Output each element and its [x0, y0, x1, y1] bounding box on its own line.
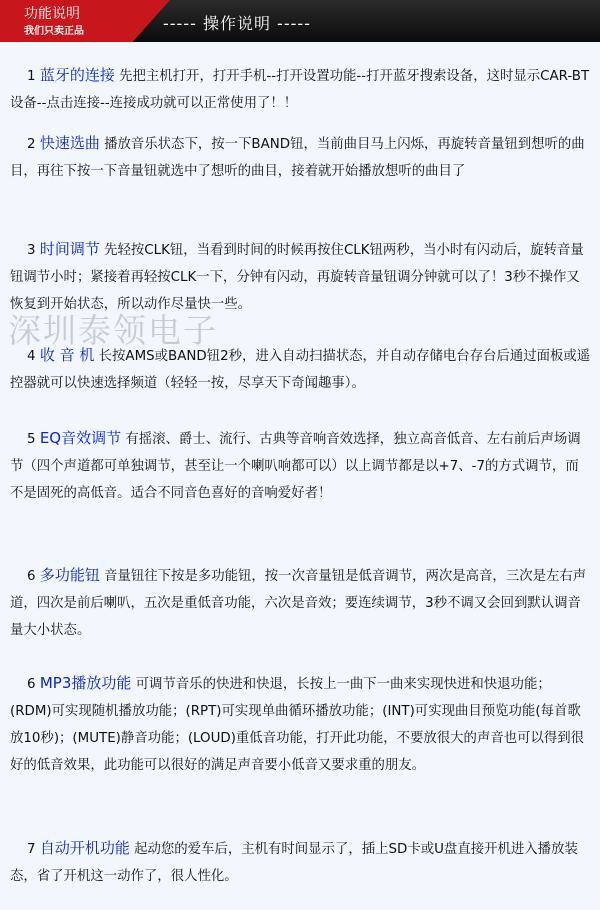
- section-body: 先把主机打开，打开手机--打开设置功能--打开蓝牙搜索设备，这时显示CAR-BT设备--点击连接--连接成功就可以正常使用了！！: [10, 69, 590, 111]
- watermark: 深圳泰领电子: [8, 311, 218, 350]
- section-auto-power: [10, 835, 592, 890]
- section-eq: [10, 425, 592, 507]
- section-heading: 时间调节: [39, 240, 100, 258]
- section-multifunction: [10, 562, 592, 644]
- section-number: 2: [27, 137, 36, 152]
- section-quick-select: [10, 130, 592, 185]
- section-mp3: [10, 670, 592, 779]
- section-body: 有摇滚、爵士、流行、古典等音响音效选择，独立高音低音、左右前后声场调节（四个声道都可单独调节，甚至让一个喇叭响都可以）以上调节都是以+7、-7的方式调节，而不是固死的高低音。适合不同音色喜好的音响爱好者！: [10, 432, 581, 501]
- section-number: 7: [27, 842, 36, 857]
- section-body: 播放音乐状态下，按一下BAND钮，当前曲目马上闪烁，再旋转音量钮到想听的曲目，再往下按一下音量钮就选中了想听的曲目，接着就开始播放想听的曲目了: [10, 137, 585, 179]
- instructions-panel: [0, 42, 600, 910]
- section-time-adjust: [10, 236, 592, 318]
- section-heading: EQ音效调节: [39, 429, 122, 447]
- section-body: 先轻按CLK钮，当看到时间的时候再按住CLK钮两秒，当小时有闪动后，旋转音量钮调节小时；紧接着再轻按CLK一下，分钟有闪动，再旋转音量钮调分钟就可以了！3秒不操作又恢复到开始状态，所以动作尽量快一些。: [10, 243, 584, 312]
- badge-title: 功能说明: [24, 6, 80, 22]
- section-heading: 快速选曲: [39, 134, 100, 152]
- header-bar: [0, 0, 600, 42]
- section-number: 6: [27, 569, 36, 584]
- section-heading: 多功能钮: [39, 566, 100, 584]
- badge-subtitle: 我们只卖正品: [24, 26, 84, 37]
- section-body: 起动您的爱车后，主机有时间显示了，插上SD卡或U盘直接开机进入播放装态，省了开机这一动作了，很人性化。: [10, 842, 578, 884]
- section-body: 音量钮往下按是多功能钮，按一次音量钮是低音调节，两次是高音，三次是左右声道，四次是前后喇叭，五次是重低音功能，六次是音效；要连续调节，3秒不调又会回到默认调音量大小状态。: [10, 569, 587, 638]
- section-heading: 收 音 机: [39, 346, 95, 364]
- section-heading: 自动开机功能: [39, 839, 130, 857]
- section-number: 6: [27, 677, 36, 692]
- section-body: 可调节音乐的快进和快退，长按上一曲下一曲来实现快进和快退功能；(RDM)可实现随机播放功能；(RPT)可实现单曲循环播放功能；(INT)可实现曲目预览功能(每首歌放10秒)；(MUTE)静音功能；(LOUD)重低音功能，打开此功能，不要放很大的声音也可以得到很好的低音效果，此功能可以很好的满足声音要小低音又要求重的朋友。: [10, 677, 585, 773]
- section-body: 长按AMS或BAND钮2秒，进入自动扫描状态，并自动存储电台存台后通过面板或遥控器就可以快速选择频道（轻轻一按，尽享天下奇闻趣事）。: [10, 349, 591, 391]
- section-number: 1: [27, 69, 36, 84]
- section-heading: MP3播放功能: [39, 674, 132, 692]
- page-title: ----- 操作说明 -----: [163, 14, 311, 33]
- section-number: 4: [27, 349, 36, 364]
- section-bluetooth: [10, 62, 592, 117]
- section-number: 5: [27, 432, 36, 447]
- section-radio: [10, 342, 592, 397]
- section-heading: 蓝牙的连接: [39, 66, 115, 84]
- section-number: 3: [27, 243, 36, 258]
